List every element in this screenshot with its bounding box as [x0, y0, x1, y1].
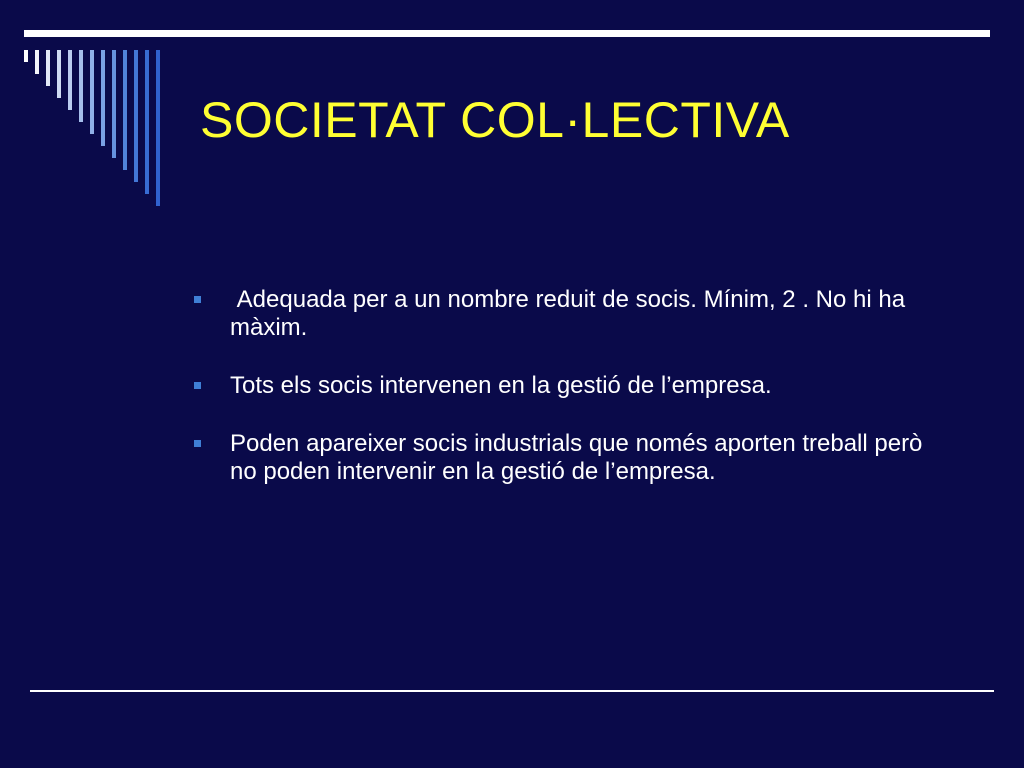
stripe: [35, 50, 39, 74]
top-rule: [24, 30, 990, 37]
stripe: [156, 50, 160, 206]
bullet-text: Poden apareixer socis industrials que només aporten treball però no poden intervenir en la gestió de l’empresa.: [230, 430, 923, 485]
bullet-text: Tots els socis intervenen en la gestió de l’empresa.: [230, 372, 772, 399]
stripe: [101, 50, 105, 146]
bullet-text: Adequada per a un nombre reduit de socis. Mínim, 2 . No hi ha màxim.: [230, 286, 912, 341]
bottom-rule: [30, 690, 994, 692]
square-bullet-icon: [194, 296, 201, 303]
stripe: [68, 50, 72, 110]
decorative-stripes: [24, 50, 174, 210]
list-item: [190, 372, 950, 400]
list-item: [190, 430, 950, 486]
stripe: [145, 50, 149, 194]
bullet-list: [190, 286, 950, 486]
square-bullet-icon: [194, 440, 201, 447]
stripe: [46, 50, 50, 86]
list-item: [190, 286, 950, 342]
slide-title: SOCIETAT COL·LECTIVA: [200, 92, 790, 148]
square-bullet-icon: [194, 382, 201, 389]
stripe: [57, 50, 61, 98]
stripe: [24, 50, 28, 62]
stripe: [79, 50, 83, 122]
stripe: [90, 50, 94, 134]
stripe: [134, 50, 138, 182]
stripe: [123, 50, 127, 170]
stripe: [112, 50, 116, 158]
